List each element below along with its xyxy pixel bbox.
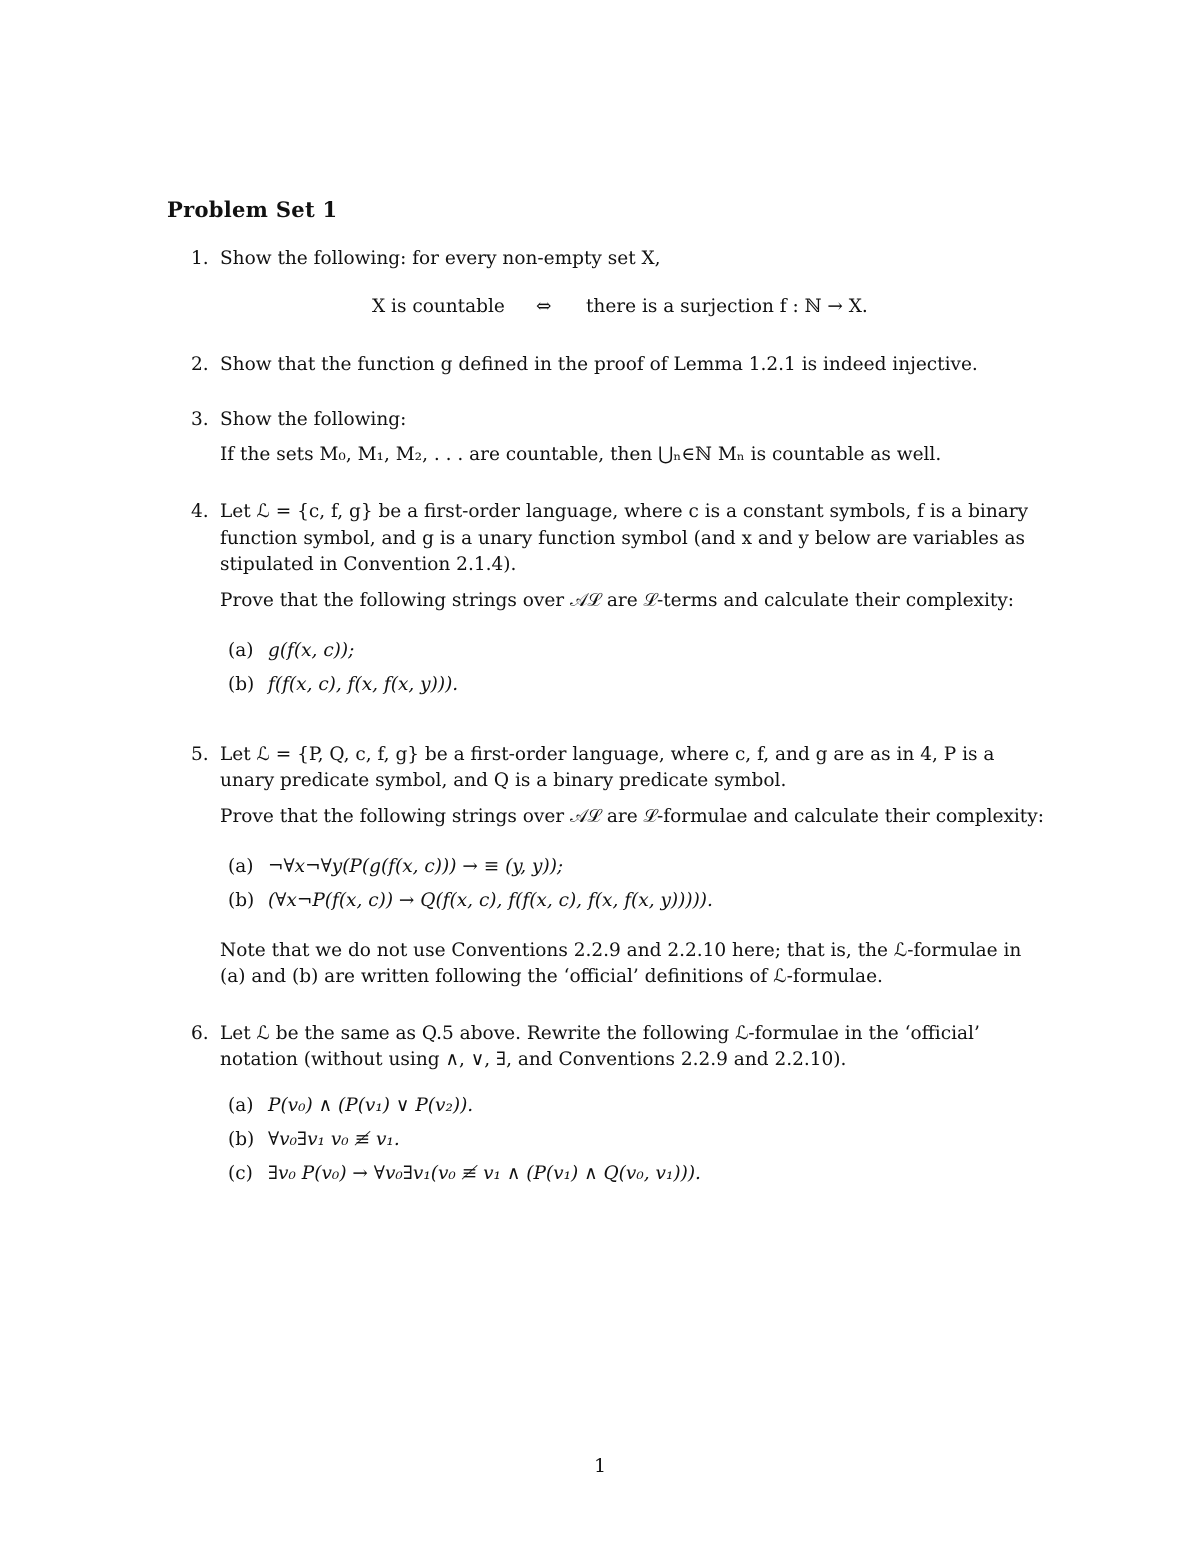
problem-2-number: 2. — [191, 354, 209, 375]
problem-5-line-1: Let ℒ = {P, Q, c, f, g} be a first-order language, where c, f, and g are as in 4, P is a — [220, 744, 995, 765]
problem-6a-label: (a) — [228, 1095, 254, 1116]
problem-6c-label: (c) — [228, 1163, 253, 1184]
problem-4b-label: (b) — [228, 674, 255, 695]
problem-3-line-1: Show the following: — [220, 409, 407, 430]
problem-4b-term: f(f(x, c), f(x, f(x, y))). — [268, 674, 459, 695]
problem-4-line-1: Let ℒ = {c, f, g} be a first-order language, where c is a constant symbols, f is a binary — [220, 501, 1029, 522]
problem-5a-formula: ¬∀x¬∀y(P(g(f(x, c))) → ≡ (y, y)); — [268, 856, 564, 877]
problem-6c-formula: ∃v₀ P(v₀) → ∀v₀∃v₁(v₀ ≢ v₁ ∧ (P(v₁) ∧ Q(v₀, v₁))). — [268, 1163, 701, 1184]
problem-4-line-3: stipulated in Convention 2.1.4). — [220, 554, 517, 575]
problem-1-display-left: X is countable — [372, 296, 505, 317]
problem-1-display-right: there is a surjection f : ℕ → X. — [586, 296, 868, 317]
problem-3-number: 3. — [191, 409, 209, 430]
problem-5b-formula: (∀x¬P(f(x, c)) → Q(f(x, c), f(f(x, c), f(x, f(x, y))))). — [268, 890, 713, 911]
page-number: 1 — [593, 1455, 607, 1477]
problem-4-prompt: Prove that the following strings over 𝒜ℒ are ℒ-terms and calculate their complexity: — [220, 590, 1015, 611]
problem-6b-label: (b) — [228, 1129, 255, 1150]
problem-1-text: Show the following: for every non-empty set X, — [220, 248, 661, 269]
problem-6-line-2: notation (without using ∧, ∨, ∃, and Conventions 2.2.9 and 2.2.10). — [220, 1049, 847, 1070]
problem-6b-formula: ∀v₀∃v₁ v₀ ≢ v₁. — [268, 1129, 400, 1150]
problem-6-line-1: Let ℒ be the same as Q.5 above. Rewrite the following ℒ-formulae in the ‘official’ — [220, 1023, 980, 1044]
problem-4-line-2: function symbol, and g is a unary function symbol (and x and y below are variables as — [220, 528, 1026, 549]
problem-5-note-line-1: Note that we do not use Conventions 2.2.9 and 2.2.10 here; that is, the ℒ-formulae in — [220, 940, 1022, 961]
problem-6a-formula: P(v₀) ∧ (P(v₁) ∨ P(v₂)). — [268, 1095, 474, 1116]
problem-5-line-2: unary predicate symbol, and Q is a binary predicate symbol. — [220, 770, 787, 791]
problem-3-line-2: If the sets M₀, M₁, M₂, . . . are countable, then ⋃ₙ∈ℕ Mₙ is countable as well. — [220, 444, 942, 465]
problem-4a-term: g(f(x, c)); — [268, 640, 355, 661]
problem-1-number: 1. — [191, 248, 209, 269]
problem-5-prompt: Prove that the following strings over 𝒜ℒ are ℒ-formulae and calculate their complexity: — [220, 806, 1044, 827]
problem-4-number: 4. — [191, 501, 209, 522]
page-title: Problem Set 1 — [167, 197, 338, 222]
problem-5b-label: (b) — [228, 890, 255, 911]
problem-2-text: Show that the function g defined in the proof of Lemma 1.2.1 is indeed injective. — [220, 354, 978, 375]
problem-4a-label: (a) — [228, 640, 254, 661]
problem-6-number: 6. — [191, 1023, 209, 1044]
problem-5a-label: (a) — [228, 856, 254, 877]
equivalence-arrow: ⇔ — [536, 296, 552, 317]
problem-5-note-line-2: (a) and (b) are written following the ‘official’ definitions of ℒ-formulae. — [220, 966, 883, 987]
problem-5-number: 5. — [191, 744, 209, 765]
